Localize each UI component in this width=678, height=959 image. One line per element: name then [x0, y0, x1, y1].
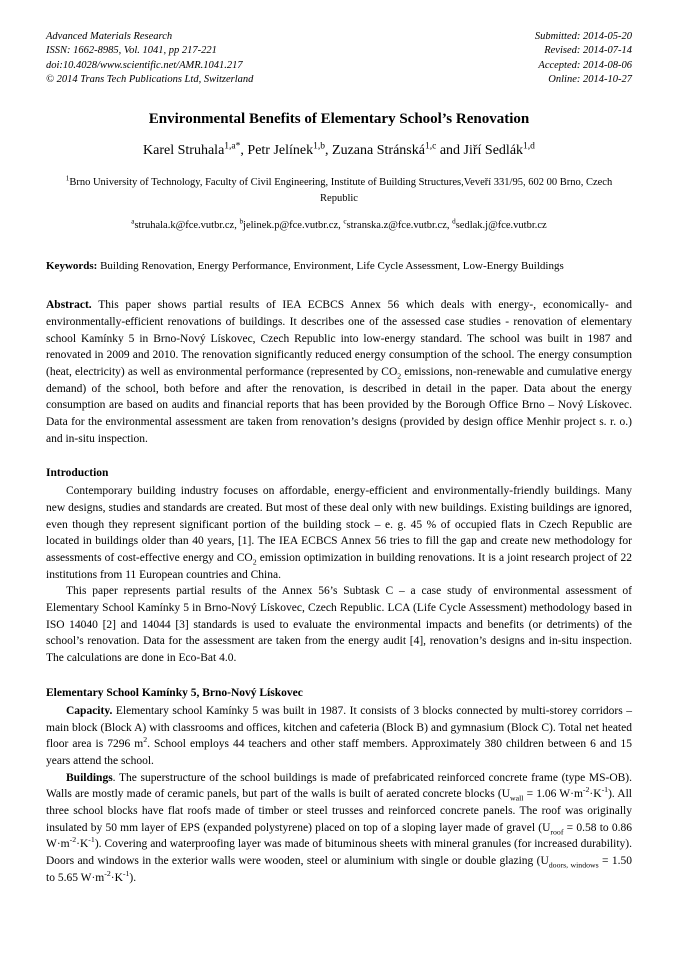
date-accepted: Accepted: 2014-08-06 — [538, 59, 632, 71]
author-emails: $^a$struhala.k@fce.vutbr.cz, $^b$jelinek.p@fce.vutbr.cz, $^c$stranska.z@fce.vutbr.cz, $^d$sedlak.j@fce.vutbr.cz — [131, 217, 547, 231]
abstract-text: This paper shows partial results of IEA ECBCS Annex 56 which deals with energy-, economically- and environmentally-efficient renovations of buildings. It describes one of the assessed case studies - renovation of elementary school Kamínky 5 in Brno-Nový Lískovec, Czech Republic into low-energy standard. The school was built in 1987 and renovated in 2009 and 2010. The renovation significantly reduced energy consumption of the school. The energy consumption (heat, electricity) as well as environmental performance (represented by $CO_2$ emissions, non-renewable and cumulative energy demand) of the school, both before and after the renovation, is described in detail in the paper. Data about the energy consumption are based on audits and financial reports that has been provided by the Borough Office Brno – Nový Lískovec. Data for the environmental assessment are taken from renovation’s designs (provided by design office Menhir project s. r. o.) and in-situ inspection. — [46, 299, 632, 445]
keywords-label: Keywords: — [46, 260, 98, 273]
section-paragraph: Capacity. Elementary school Kamínky 5 was built in 1987. It consists of 3 blocks connected by multi-storey corridors – main block (Block A) with classrooms and offices, kitchen and cafeteria (Block B) and gymnasium (Block C). Total net heated floor area is 7296 $m^2$. School employs 44 teachers and other staff members. Approximately 380 children between 6 and 15 years attend the school. — [46, 704, 632, 767]
keywords-text: Building Renovation, Energy Performance, Environment, Life Cycle Assessment, Low-Energy Buildings — [100, 260, 564, 273]
affiliation: $^1$Brno University of Technology, Faculty of Civil Engineering, Institute of Building Structures,Veveří 331/95, 602 00 Brno, Czech Republic — [65, 174, 613, 204]
doi: doi:10.4028/www.scientific.net/AMR.1041.217 — [46, 59, 243, 71]
section-paragraph: This paper represents partial results of the Annex 56’s Subtask C – a case study of environmental assessment of Elementary School Kamínky 5 in Brno-Nový Lískovec, Czech Republic. LCA (Life Cycle Assessment) methodology based in ISO 14040 [2] and 14044 [3] standards is used to evaluate the environmental impacts and benefits (or detriments) of the school’s renovation. Data for the assessment are taken from the energy audit [4], renovation’s designs and in-situ inspection. The calculations are done in Eco-Bat 4.0. — [46, 585, 632, 665]
section-heading: Elementary School Kamínky 5, Brno-Nový Lískovec — [46, 686, 303, 699]
abstract-block — [46, 297, 632, 447]
section-heading: Introduction — [46, 467, 109, 480]
copyright: © 2014 Trans Tech Publications Ltd, Switzerland — [46, 74, 254, 86]
sections-container — [46, 467, 632, 886]
section-paragraph: Buildings. The superstructure of the school buildings is made of prefabricated reinforced concrete frame (type MS-OB). Walls are mostly made of ceramic panels, but part of the walls is built of aerated concrete blocks ($U_{wall} = 1.06$ $W\cdot m^{-2}\cdot K^{-1}$). All three school blocks have flat roofs made of timber or steel trusses and reinforced concrete panels. The roof was originally insulated by 50 mm layer of EPS (expanded polystyrene) placed on top of a sloping layer made of gravel ($U_{roof} = 0.58$ to 0.86 $W\cdot m^{-2}\cdot K^{-1}$). Covering and waterproofing layer was made of bituminous sheets with mineral granules (for increased durability). Doors and windows in the exterior walls were wooden, steel or aluminium with single or double glazing ($U_{doors, windows} = 1.50$ to 5.65 $W\cdot m^{-2}\cdot K^{-1}$). — [46, 771, 632, 884]
author-list: Karel Struhala$^{1,a*}$, Petr Jelínek$^{1,b}$, Zuzana Stránská$^{1,c}$ and Jiří Sedlák$^{1,d}$ — [143, 141, 535, 159]
header-right — [535, 30, 632, 88]
abstract-label: Abstract. — [46, 299, 92, 312]
section-paragraph: Contemporary building industry focuses on affordable, energy-efficient and environmentally-friendly buildings. Many new designs, studies and standards are created. But most of these deal only with new buildings. Existing buildings are ignored, even though they represent significant portion of the building stock – e. g. 45 % of occupied flats in Czech Republic are located in buildings older than 40 years, [1]. The IEA ECBCS Annex 56 tries to fill the gap and create new methodology for assessments of cost-effective energy and $CO_2$ emission optimization in building renovations. It is a joint research project of 22 institutions from 11 European countries and China. — [46, 485, 632, 581]
page-title: Environmental Benefits of Elementary School’s Renovation — [148, 110, 530, 127]
header-left — [46, 30, 253, 88]
keywords-block — [46, 259, 632, 275]
date-submitted: Submitted: 2014-05-20 — [534, 31, 632, 42]
journal-name: Advanced Materials Research — [46, 31, 173, 42]
page-header — [46, 30, 632, 88]
date-revised: Revised: 2014-07-14 — [544, 45, 632, 57]
date-online: Online: 2014-10-27 — [548, 74, 632, 86]
issn-volume: ISSN: 1662-8985, Vol. 1041, pp 217-221 — [46, 45, 217, 57]
